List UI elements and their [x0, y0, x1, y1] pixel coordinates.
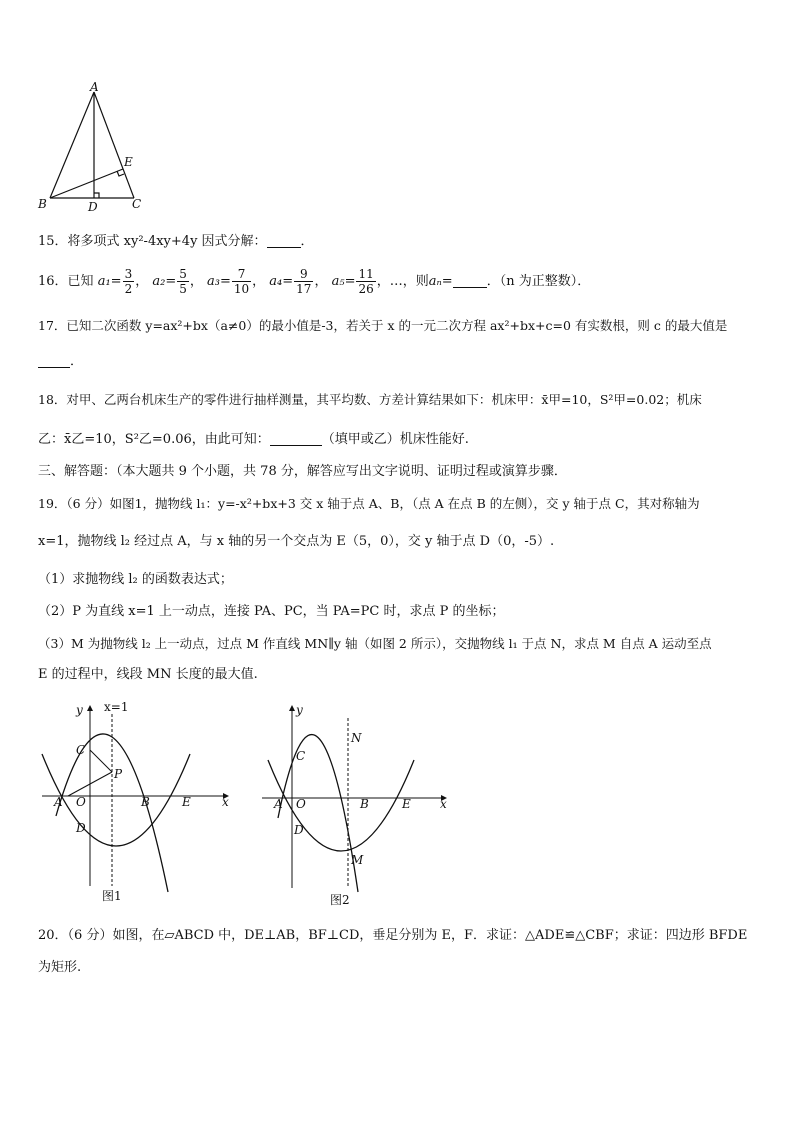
figure-1: [36, 696, 246, 908]
fig2-label-d: D: [294, 823, 304, 837]
fig1-label-p: P: [114, 767, 123, 781]
q17-line1: 17．已知二次函数 y=ax²+bx（a≠0）的最小值是-3，若关于 x 的一元二次方程 ax²+bx+c=0 有实数根，则 c 的最大值是: [38, 318, 728, 333]
q16-prefix: 16．已知: [38, 274, 94, 289]
q18-line1: 18．对甲、乙两台机床生产的零件进行抽样测量，其平均数、方差计算结果如下：机床甲：: [38, 392, 542, 407]
seq-label-n: aₙ: [428, 274, 442, 289]
seq-label-3: a₃: [207, 274, 220, 289]
fig1-segment-pc: [90, 750, 112, 772]
question-20-line1: 20．（6 分）如图，在▱ABCD 中，DE⊥AB，BF⊥CD，垂足分别为 E，F．求证：△ADE≌△CBF；求证：四边形 BFDE: [38, 928, 748, 943]
q18-line2: 乙：: [38, 432, 65, 447]
fig1-label-b: B: [141, 795, 150, 809]
fraction-1-num: 3: [124, 267, 133, 281]
seq-label-1: a₁: [97, 274, 111, 289]
answer-blank-18[interactable]: [270, 431, 322, 446]
seq-label-5: a₅: [331, 274, 345, 289]
fig2-label-y: y: [296, 703, 303, 717]
fraction-4-den: 17: [296, 282, 312, 296]
yi-variance: S²乙=0.06，由此可知：: [124, 432, 270, 447]
answer-blank-17[interactable]: [38, 353, 70, 368]
fraction-2-num: 5: [179, 267, 187, 281]
question-17: [38, 316, 760, 336]
q17-end: ．: [70, 354, 84, 369]
triangle-figure: [30, 80, 160, 215]
q15-end: ．: [300, 234, 314, 249]
jia-variance: S²甲=0.02；机床: [599, 392, 702, 407]
fig1-label-o: O: [76, 795, 86, 809]
fraction-3-num: 7: [232, 267, 251, 282]
fig2-parabola-l2: [268, 760, 414, 851]
fig1-label-x1: x=1: [104, 700, 129, 714]
fig1-label-d: D: [76, 821, 86, 835]
fig2-label-a: A: [274, 797, 283, 811]
question-19-part3: （3）M 为抛物线 l₂ 上一动点，过点 M 作直线 MN∥y 轴（如图 2 所示），交抛物线 l₁ 于点 N，求点 M 自点 A 运动至点: [38, 636, 712, 651]
fraction-1-den: 2: [124, 282, 133, 296]
fig1-caption: 图1: [102, 889, 122, 903]
answer-blank-15[interactable]: [267, 233, 301, 248]
question-19-line2: x=1，抛物线 l₂ 经过点 A，与 x 轴的另一个交点为 E（5，0），交 y 轴于点 D（0，-5）.: [38, 534, 555, 549]
fig2-label-x: x: [440, 797, 447, 811]
question-16: 16．已知 a₁= $\frac{3}{2}$ ， a₂= $\frac{5}{5}$ ， a₃= $\frac{7}{10}$ ， a₄= $\frac{9}{17}$ ， a₅= $\frac{11}{26}$ ，…，则aₙ= ．（n 为正整数）．: [38, 267, 591, 296]
right-angle-mark-d: [94, 193, 99, 198]
fraction-2-den: 5: [179, 282, 187, 296]
fraction-3: [232, 267, 251, 296]
right-angle-mark-e: [117, 171, 124, 176]
q15-text: 15．将多项式 xy²-4xy+4y 因式分解：: [38, 234, 267, 249]
question-18-cont: [38, 430, 760, 450]
side-ab: [50, 92, 94, 198]
fig2-parabola-l1: [278, 735, 358, 892]
q16-suffix: ，…，则: [376, 274, 429, 289]
question-19-part2: （2）P 为直线 x=1 上一动点，连接 PA、PC，当 PA=PC 时，求点 P 的坐标；: [38, 604, 505, 619]
question-19-part3-cont: E 的过程中，线段 MN 长度的最大值.: [38, 667, 258, 682]
label-b: B: [38, 197, 47, 211]
jia-mean: x̄甲=10，: [541, 392, 600, 407]
label-c: C: [132, 197, 142, 211]
question-17-cont: [38, 352, 760, 372]
fig2-label-c: C: [296, 749, 306, 763]
q16-end: ．（n 为正整数）．: [486, 274, 591, 289]
fig1-parabola-l1: [56, 734, 168, 892]
fraction-5: [356, 267, 375, 296]
yi-mean: x̄乙=10，: [64, 432, 125, 447]
fig1-label-c: C: [76, 743, 86, 757]
label-a: A: [90, 80, 99, 94]
question-19-part1: （1）求抛物线 l₂ 的函数表达式；: [38, 572, 233, 587]
seq-label-4: a₄: [269, 274, 283, 289]
fig2-label-m: M: [351, 853, 364, 867]
answer-blank-16[interactable]: [453, 273, 487, 288]
side-ac: [94, 92, 134, 198]
seq-label-2: a₂: [152, 274, 166, 289]
fig1-label-a: A: [54, 795, 63, 809]
fig2-label-n: N: [351, 731, 362, 745]
fraction-4: [294, 267, 313, 296]
section-3-heading: 三、解答题：（本大题共 9 个小题，共 78 分，解答应写出文字说明、证明过程或演算步骤．: [38, 464, 567, 479]
label-d: D: [88, 200, 98, 214]
q18-end: （填甲或乙）机床性能好.: [321, 432, 469, 447]
fraction-1: [123, 267, 135, 296]
label-e: E: [124, 155, 133, 169]
fig2-label-e: E: [402, 797, 411, 811]
fig1-label-e: E: [182, 795, 191, 809]
fraction-3-den: 10: [233, 282, 250, 296]
fraction-5-num: 11: [358, 267, 374, 281]
fig2-label-b: B: [360, 797, 369, 811]
question-19-line1: 19．（6 分）如图1，抛物线 l₁：y=-x²+bx+3 交 x 轴于点 A、B，（点 A 在点 B 的左侧），交 y 轴于点 C，其对称轴为: [38, 496, 700, 511]
figure-2: [256, 696, 456, 912]
fig2-caption: 图2: [330, 893, 350, 907]
question-20-line2: 为矩形.: [38, 960, 82, 975]
fig1-label-y: y: [76, 703, 83, 717]
fig2-label-o: O: [296, 797, 306, 811]
question-18: [38, 390, 760, 410]
fig1-label-x: x: [222, 795, 229, 809]
altitude-be: [50, 169, 123, 198]
question-15: [38, 232, 760, 252]
fraction-2: [177, 267, 189, 296]
fraction-4-num: 9: [294, 267, 313, 282]
fraction-5-den: 26: [358, 282, 374, 296]
